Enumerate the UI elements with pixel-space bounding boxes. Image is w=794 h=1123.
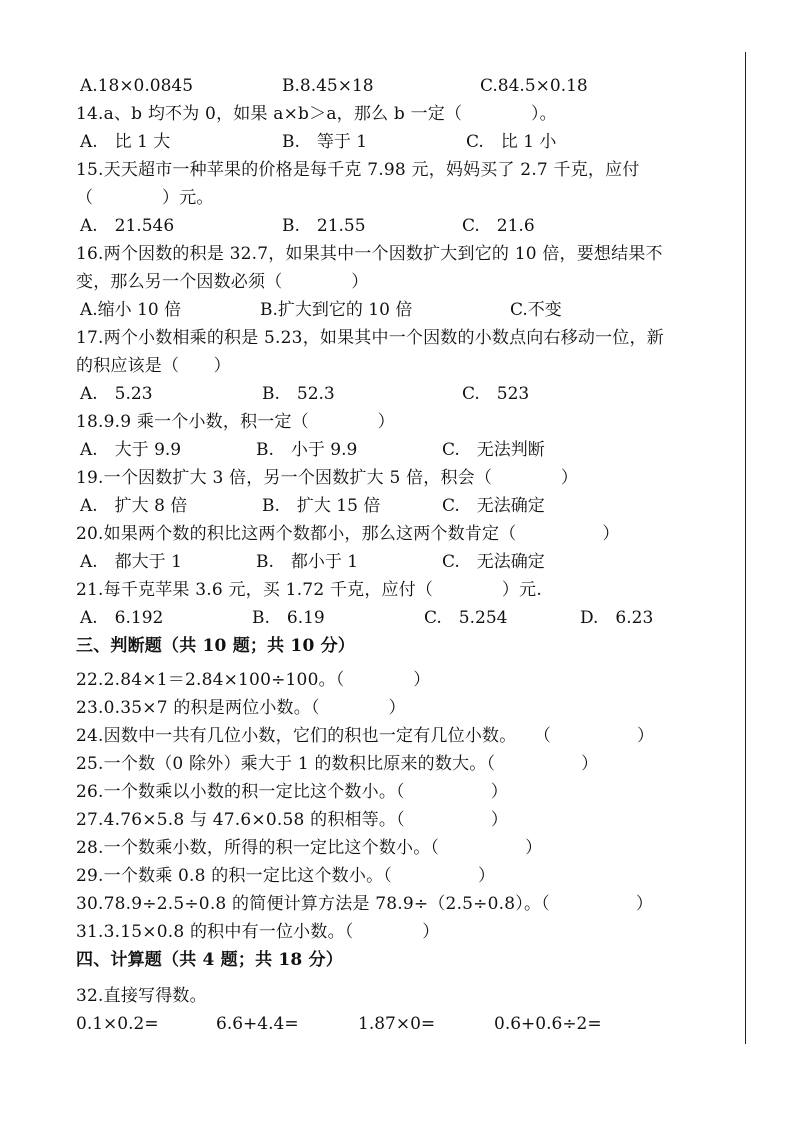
section-heading-calculation: 四、计算题（共 4 题；共 18 分）	[76, 950, 343, 970]
q32-item: 0.6+0.6÷2=	[494, 1014, 602, 1034]
q15-stem-line2: （ ）元。	[76, 188, 214, 208]
q17-stem-line1: 17.两个小数相乘的积是 5.23，如果其中一个因数的小数点向右移动一位，新	[76, 328, 664, 348]
q18-stem: 18.9.9 乘一个小数，积一定（ ）	[76, 412, 395, 432]
q20-option-b: B. 都小于 1	[256, 552, 359, 572]
section-heading-judgment: 三、判断题（共 10 题；共 10 分）	[76, 636, 355, 656]
q19-option-c: C. 无法确定	[442, 496, 545, 516]
q19-option-b: B. 扩大 15 倍	[262, 496, 381, 516]
q20-option-a: A. 都大于 1	[80, 552, 182, 572]
q16-stem-line1: 16.两个因数的积是 32.7，如果其中一个因数扩大到它的 10 倍，要想结果不	[76, 244, 663, 264]
q21-stem: 21.每千克苹果 3.6 元，买 1.72 千克，应付（ ）元.	[76, 580, 542, 600]
judgment-item: 23.0.35×7 的积是两位小数。（ ）	[76, 698, 406, 718]
q17-option-c: C. 523	[462, 384, 530, 404]
q15-option-b: B. 21.55	[282, 216, 366, 236]
q18-option-c: C. 无法判断	[442, 440, 545, 460]
q13-option-a: A.18×0.0845	[80, 76, 194, 96]
q14-stem: 14.a、b 均不为 0，如果 a×b＞a，那么 b 一定（ ）。	[76, 104, 557, 124]
judgment-item: 31.3.15×0.8 的积中有一位小数。（ ）	[76, 922, 440, 942]
q17-option-a: A. 5.23	[80, 384, 153, 404]
q16-option-a: A.缩小 10 倍	[80, 300, 182, 320]
q13-option-c: C.84.5×0.18	[480, 76, 588, 96]
q13-option-b: B.8.45×18	[282, 76, 374, 96]
judgment-item: 29.一个数乘 0.8 的积一定比这个数小。（ ）	[76, 866, 496, 886]
judgment-item: 26.一个数乘以小数的积一定比这个数小。（ ）	[76, 782, 508, 802]
q14-option-c: C. 比 1 小	[466, 132, 557, 152]
q17-stem-line2: 的积应该是（ ）	[76, 356, 231, 376]
q21-option-c: C. 5.254	[424, 608, 508, 628]
judgment-item: 22.2.84×1＝2.84×100÷100。（ ）	[76, 670, 431, 690]
q15-option-a: A. 21.546	[80, 216, 175, 236]
q21-option-d: D. 6.23	[580, 608, 654, 628]
q32-item: 1.87×0=	[358, 1014, 436, 1034]
q20-option-c: C. 无法确定	[442, 552, 545, 572]
q20-stem: 20.如果两个数的积比这两个数都小，那么这两个数肯定（ ）	[76, 524, 620, 544]
q32-item: 6.6+4.4=	[216, 1014, 299, 1034]
q32-item: 0.1×0.2=	[76, 1014, 159, 1034]
q19-option-a: A. 扩大 8 倍	[80, 496, 188, 516]
judgment-item: 28.一个数乘小数，所得的积一定比这个数小。（ ）	[76, 838, 543, 858]
q21-option-a: A. 6.192	[80, 608, 164, 628]
q14-option-b: B. 等于 1	[282, 132, 368, 152]
q16-stem-line2: 变，那么另一个因数必须（ ）	[76, 272, 369, 292]
q21-option-b: B. 6.19	[252, 608, 325, 628]
q15-stem-line1: 15.天天超市一种苹果的价格是每千克 7.98 元，妈妈买了 2.7 千克，应付	[76, 160, 640, 180]
q17-option-b: B. 52.3	[262, 384, 335, 404]
judgment-item: 24.因数中一共有几位小数，它们的积也一定有几位小数。 （ ）	[76, 726, 655, 746]
q32-stem: 32.直接写得数。	[76, 986, 207, 1006]
q18-option-b: B. 小于 9.9	[256, 440, 358, 460]
q16-option-c: C.不变	[510, 300, 562, 320]
q14-option-a: A. 比 1 大	[80, 132, 171, 152]
judgment-item: 25.一个数（0 除外）乘大于 1 的数积比原来的数大。（ ）	[76, 754, 599, 774]
judgment-item: 30.78.9÷2.5÷0.8 的简便计算方法是 78.9÷（2.5÷0.8）。（ ）	[76, 894, 654, 914]
q16-option-b: B.扩大到它的 10 倍	[260, 300, 413, 320]
q18-option-a: A. 大于 9.9	[80, 440, 182, 460]
margin-divider	[745, 52, 746, 1044]
judgment-item: 27.4.76×5.8 与 47.6×0.58 的积相等。（ ）	[76, 810, 509, 830]
q19-stem: 19.一个因数扩大 3 倍，另一个因数扩大 5 倍，积会（ ）	[76, 468, 579, 488]
q15-option-c: C. 21.6	[462, 216, 535, 236]
